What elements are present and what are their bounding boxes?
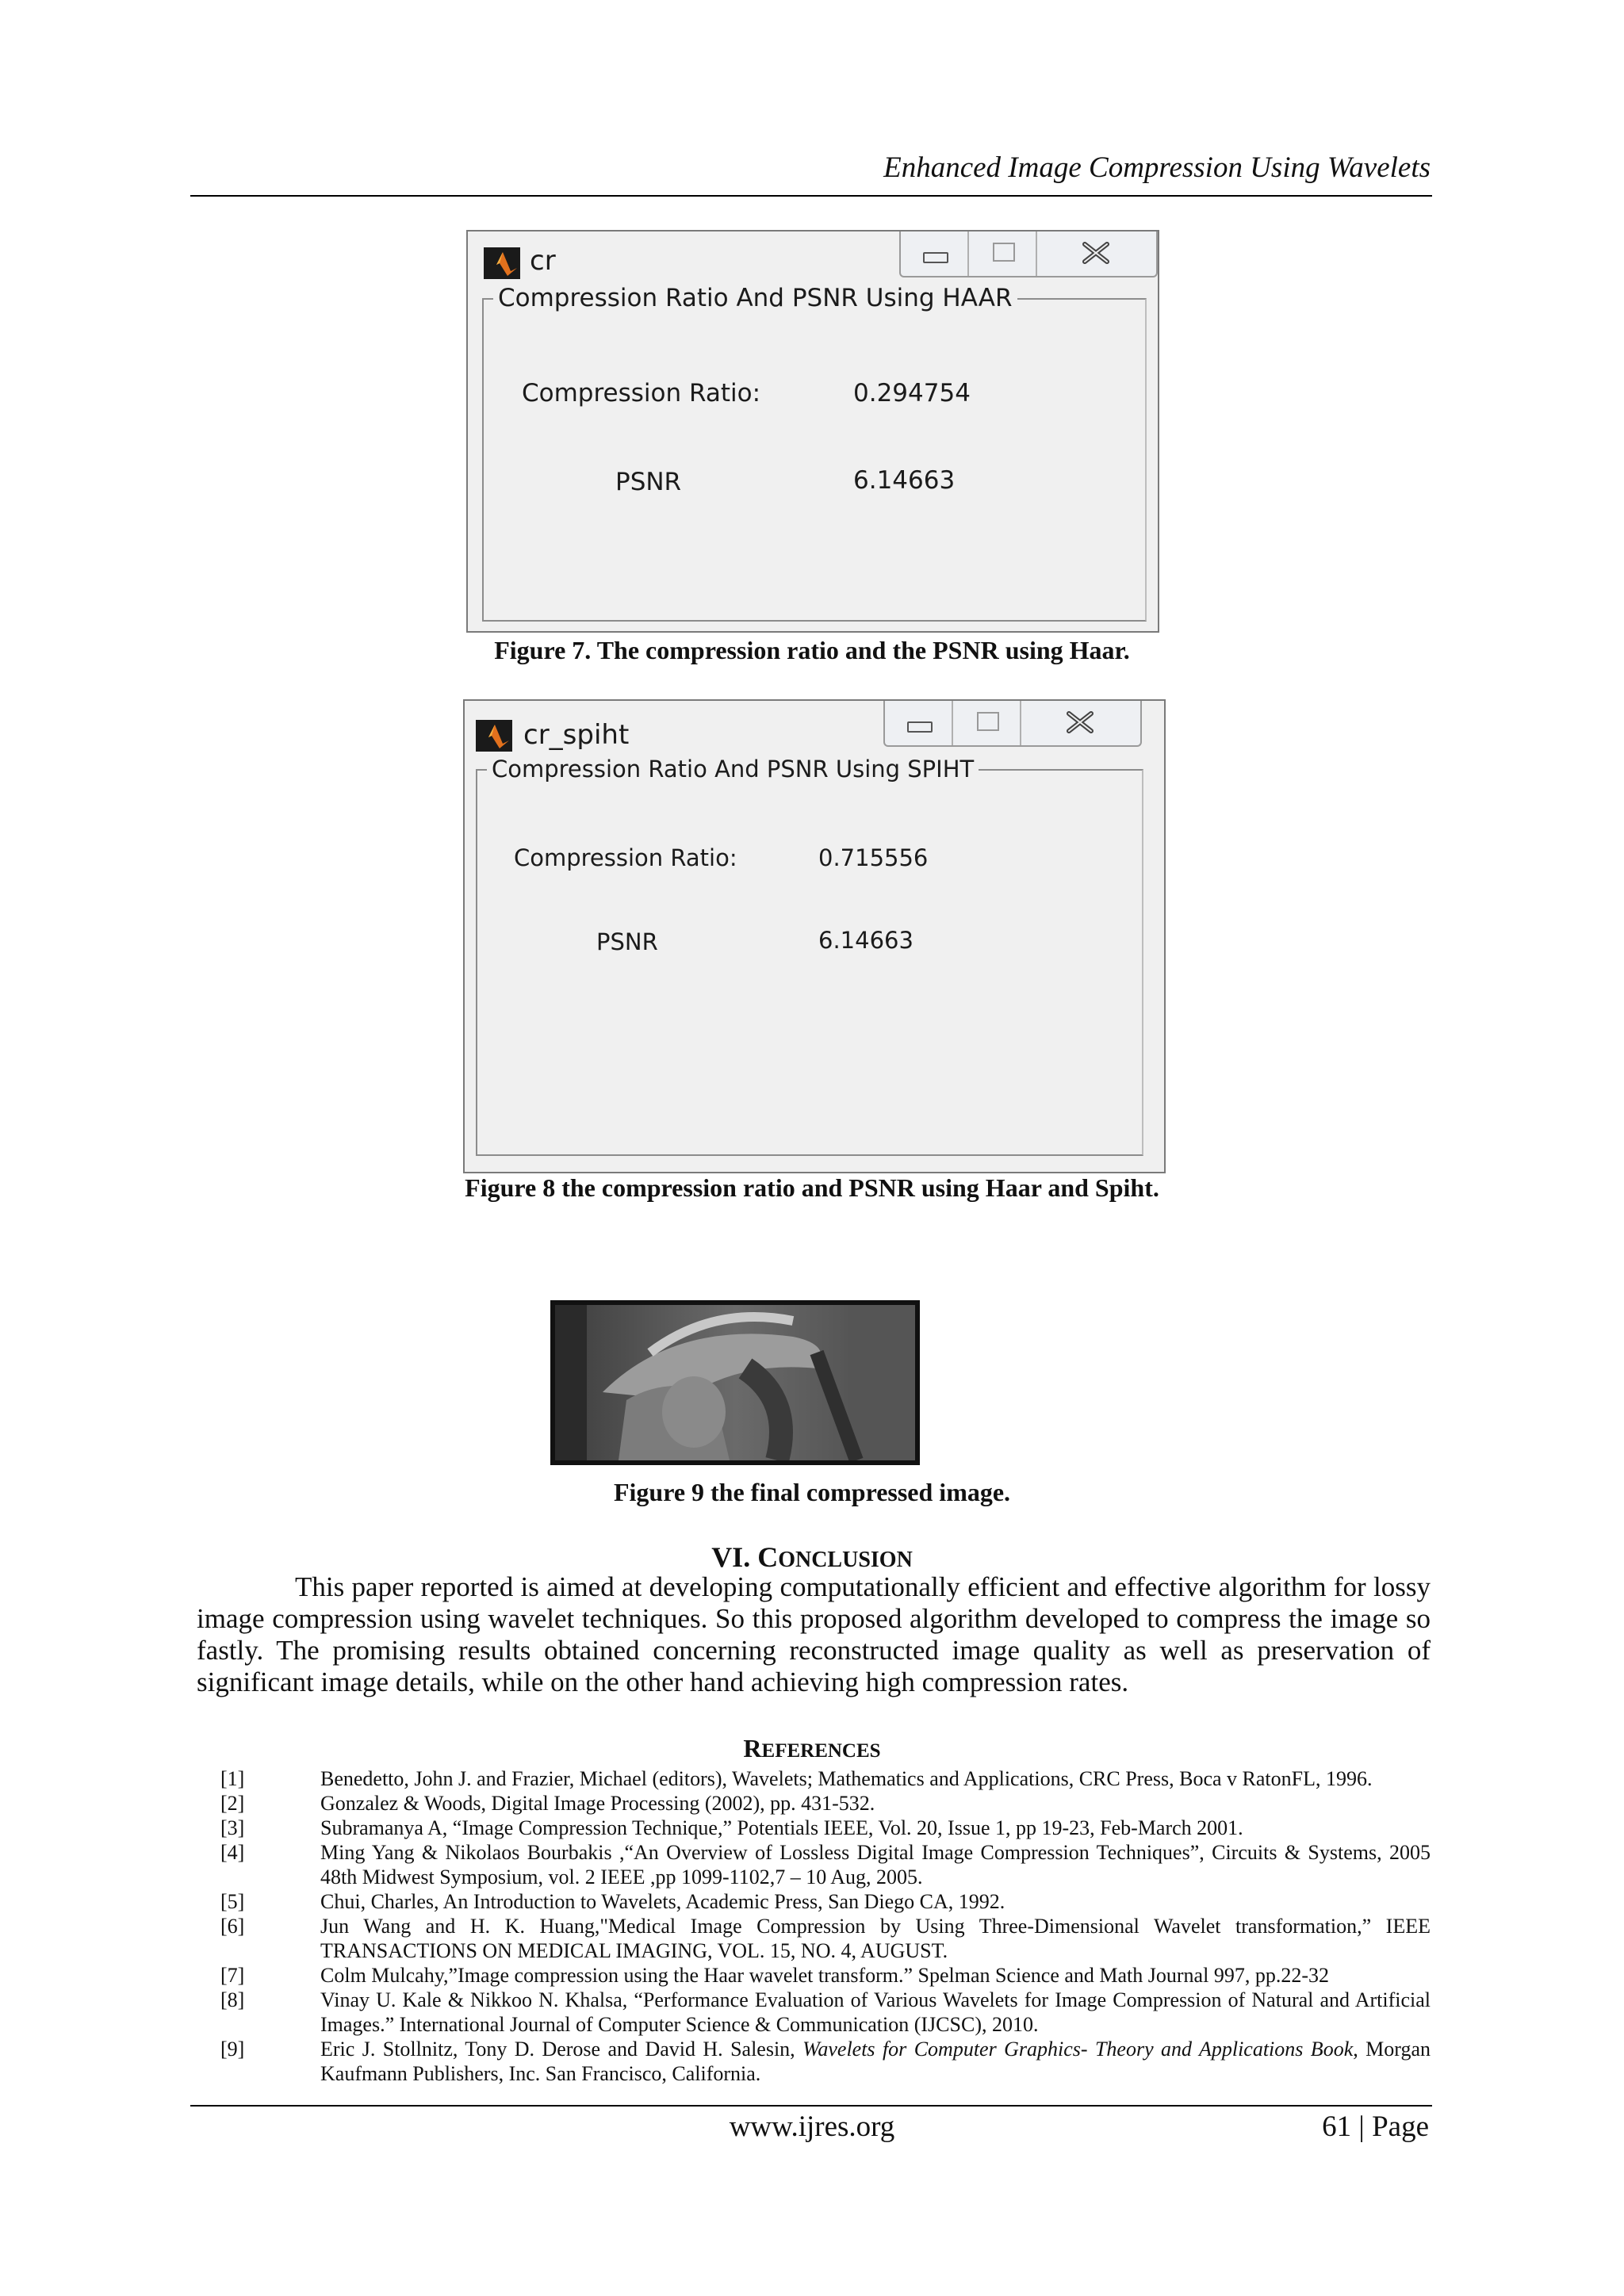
- compression-ratio-label: Compression Ratio:: [522, 379, 761, 408]
- compression-ratio-value: 0.294754: [853, 379, 971, 408]
- reference-text: Subramanya A, “Image Compression Technique,” Potentials IEEE, Vol. 20, Issue 1, pp 19-23, Feb-March 2001.: [320, 1816, 1243, 1839]
- reference-item: [220, 1889, 1431, 1914]
- figure8-titlebar: [465, 701, 1164, 755]
- conclusion-text: This paper reported is aimed at developing computationally efficient and effective algorithm for lossy image compression using wavelet techniques. So this proposed algorithm developed to compress the image so fastly. The promising results obtained concerning reconstructed image quality as well as preservation of significant image details, while on the other hand achieving high compression rates.: [197, 1571, 1431, 1697]
- reference-number: [7]: [220, 1964, 245, 1987]
- reference-item: [220, 1791, 1431, 1816]
- compression-ratio-label: Compression Ratio:: [514, 844, 737, 871]
- reference-number: [9]: [220, 2038, 245, 2061]
- figure8-caption: Figure 8 the compression ratio and PSNR using Haar and Spiht.: [465, 1173, 1159, 1202]
- compression-ratio-value: 0.715556: [818, 844, 929, 871]
- reference-text: Benedetto, John J. and Frazier, Michael (editors), Wavelets; Mathematics and Applications, CRC Press, Boca v RatonFL, 1996.: [320, 1767, 1373, 1790]
- figure7-group-title: Compression Ratio And PSNR Using HAAR: [493, 282, 1017, 314]
- reference-number: [5]: [220, 1890, 245, 1913]
- close-button[interactable]: [1037, 232, 1156, 276]
- reference-text: Ming Yang & Nikolaos Bourbakis ,“An Overview of Lossless Digital Image Compression Techniques”, Circuits & Systems, 2005 48th Midwest Symposium, vol. 2 IEEE ,pp 1099-1102,7 – 10 Aug, 2005.: [320, 1841, 1431, 1888]
- reference-item: [220, 2037, 1431, 2086]
- reference-text: Gonzalez & Woods, Digital Image Processing (2002), pp. 431-532.: [320, 1792, 875, 1815]
- reference-item: [220, 1840, 1431, 1889]
- psnr-value: 6.14663: [818, 927, 914, 954]
- figure7-window: [466, 230, 1159, 633]
- close-icon: [1066, 710, 1094, 734]
- reference-text-part: Eric J. Stollnitz, Tony D. Derose and David H. Salesin,: [320, 2038, 803, 2061]
- reference-text: Vinay U. Kale & Nikkoo N. Khalsa, “Performance Evaluation of Various Wavelets for Image Compression of Natural and Artificial Images.” International Journal of Computer Science & Communication (IJCSC), 2010.: [320, 1988, 1431, 2036]
- figure7-caption: Figure 7. The compression ratio and the PSNR using Haar.: [494, 636, 1130, 664]
- figure7-titlebar: [468, 232, 1158, 285]
- figure9-caption: Figure 9 the final compressed image.: [613, 1478, 1011, 1506]
- matlab-icon: [484, 247, 520, 279]
- matlab-icon: [476, 720, 512, 752]
- reference-number: [2]: [220, 1792, 245, 1815]
- reference-text: Chui, Charles, An Introduction to Wavelets, Academic Press, San Diego CA, 1992.: [320, 1890, 1005, 1913]
- minimize-button[interactable]: [885, 701, 953, 745]
- figure8-window-controls: [883, 701, 1142, 747]
- reference-text-part: , Morgan Kaufmann Publishers, Inc. San Francisco, California.: [320, 2038, 1431, 2085]
- reference-item: [220, 1914, 1431, 1963]
- reference-number: [8]: [220, 1988, 245, 2011]
- references-heading-rest: EFERENCES: [761, 1740, 881, 1762]
- references-heading-initial: R: [743, 1734, 762, 1762]
- footer-website: www.ijres.org: [729, 2110, 895, 2143]
- figure8-group-title: Compression Ratio And PSNR Using SPIHT: [487, 753, 979, 785]
- reference-text: [320, 2037, 1431, 2086]
- compressed-image: [550, 1300, 920, 1465]
- reference-book-title: Wavelets for Computer Graphics- Theory and Applications Book: [802, 2038, 1354, 2061]
- reference-item: [220, 1816, 1431, 1840]
- figure7-window-controls: [899, 232, 1158, 277]
- close-icon: [1082, 241, 1110, 265]
- header-rule: [190, 195, 1432, 197]
- references-heading: [0, 1733, 1624, 1766]
- figure8-group-panel: [476, 756, 1143, 1156]
- reference-number: [6]: [220, 1915, 245, 1938]
- reference-text: Jun Wang and H. K. Huang,"Medical Image Compression by Using Three-Dimensional Wavelet transformation,” IEEE TRANSACTIONS ON MEDICAL IMAGING, VOL. 15, NO. 4, AUGUST.: [320, 1915, 1431, 1962]
- reference-number: [4]: [220, 1841, 245, 1864]
- references-list: [220, 1766, 1431, 2086]
- reference-number: [3]: [220, 1816, 245, 1839]
- minimize-button[interactable]: [901, 232, 969, 276]
- reference-item: [220, 1963, 1431, 1988]
- conclusion-paragraph: [197, 1571, 1431, 1698]
- psnr-value: 6.14663: [853, 466, 956, 495]
- footer-page-number: 61 | Page: [1322, 2110, 1429, 2143]
- close-button[interactable]: [1021, 701, 1140, 745]
- reference-number: [1]: [220, 1767, 245, 1790]
- footer-rule: [190, 2105, 1432, 2107]
- maximize-button[interactable]: [969, 232, 1037, 276]
- compressed-lena-image: [555, 1305, 915, 1460]
- running-header: Enhanced Image Compression Using Wavelets: [883, 151, 1431, 184]
- reference-text: Colm Mulcahy,”Image compression using the Haar wavelet transform.” Spelman Science and Math Journal 997, pp.22-32: [320, 1964, 1329, 1987]
- figure7-group-panel: [482, 284, 1147, 622]
- reference-item: [220, 1766, 1431, 1791]
- figure8-window: [463, 699, 1166, 1173]
- reference-item: [220, 1988, 1431, 2037]
- section-number: VI. C: [711, 1541, 779, 1573]
- psnr-label: PSNR: [615, 468, 682, 496]
- figure7-window-title: cr: [530, 245, 556, 277]
- figure8-window-title: cr_spiht: [523, 719, 630, 751]
- section-title: ONCLUSION: [778, 1548, 913, 1572]
- psnr-label: PSNR: [596, 928, 658, 955]
- maximize-button[interactable]: [953, 701, 1021, 745]
